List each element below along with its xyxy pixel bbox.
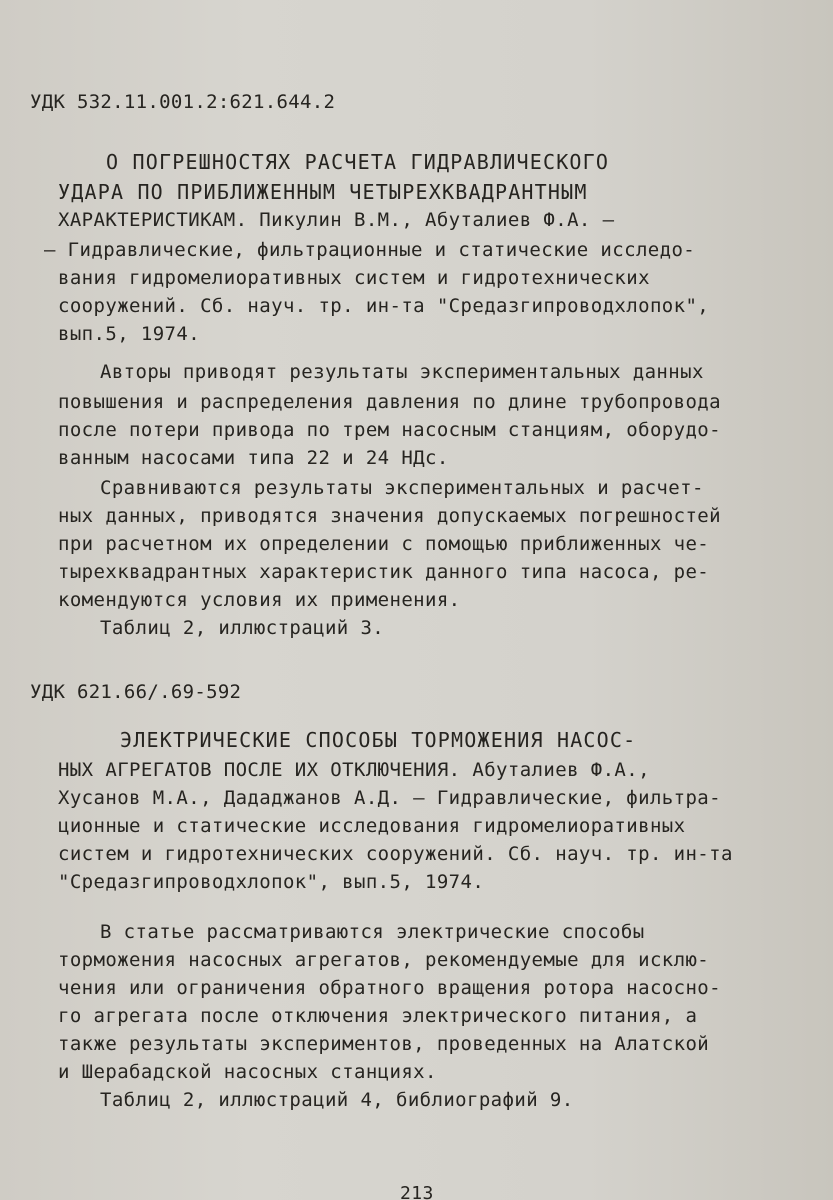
- entry1-abstract-line-6: ных данных, приводятся значения допускаемых погрешностей: [58, 505, 721, 527]
- entry2-abstract-line-2: торможения насосных агрегатов, рекомендуемые для исклю-: [58, 949, 710, 971]
- entry1-heading-line-1: О ПОГРЕШНОСТЯХ РАСЧЕТА ГИДРАВЛИЧЕСКОГО: [106, 150, 610, 174]
- entry1-heading-line-6: сооружений. Сб. науч. тр. ин-та "Средазгипроводхлопок",: [58, 295, 710, 317]
- entry2-heading-line-2: НЫХ АГРЕГАТОВ ПОСЛЕ ИХ ОТКЛЮЧЕНИЯ. Абуталиев Ф.А.,: [58, 759, 650, 781]
- entry1-abstract-line-8: тырехквадрантных характеристик данного типа насоса, ре-: [58, 561, 710, 583]
- entry2-abstract-line-6: и Шерабадской насосных станциях.: [58, 1061, 437, 1083]
- entry1-heading-line-3: ХАРАКТЕРИСТИКАМ. Пикулин В.М., Абуталиев Ф.А. –: [58, 209, 615, 231]
- entry1-abstract-line-10: Таблиц 2, иллюстраций 3.: [100, 617, 385, 639]
- entry1-heading-line-2: УДАРА ПО ПРИБЛИЖЕННЫМ ЧЕТЫРЕХКВАДРАНТНЫМ: [58, 180, 588, 204]
- entry2-abstract-line-1: В статье рассматриваются электрические способы: [100, 921, 645, 943]
- entry2-abstract-line-3: чения или ограничения обратного вращения ротора насосно-: [58, 977, 721, 999]
- entry1-abstract-line-1: Авторы приводят результаты экспериментальных данных: [100, 361, 704, 383]
- entry1-abstract-line-9: комендуются условия их применения.: [58, 589, 461, 611]
- entry1-heading-line-5: вания гидромелиоративных систем и гидротехнических: [58, 267, 650, 289]
- entry2-heading-line-1: ЭЛЕКТРИЧЕСКИЕ СПОСОБЫ ТОРМОЖЕНИЯ НАСОС-: [120, 728, 637, 752]
- entry2-heading-line-5: систем и гидротехнических сооружений. Сб. науч. тр. ин-та: [58, 843, 733, 865]
- entry1-abstract-line-3: после потери привода по трем насосным станциям, оборудо-: [58, 419, 721, 441]
- entry2-heading-line-4: ционные и статические исследования гидромелиоративных: [58, 815, 686, 837]
- entry1-abstract-line-5: Сравниваются результаты экспериментальных и расчет-: [100, 477, 704, 499]
- udk-code-1: УДК 532.11.001.2:621.644.2: [30, 91, 336, 113]
- entry2-heading-line-3: Хусанов М.А., Дададжанов А.Д. – Гидравлические, фильтра-: [58, 787, 721, 809]
- entry2-abstract-line-5: также результаты экспериментов, проведенных на Алатской: [58, 1033, 710, 1055]
- udk-code-2: УДК 621.66/.69-592: [30, 681, 242, 703]
- entry2-abstract-line-4: го агрегата после отключения электрического питания, а: [58, 1005, 698, 1027]
- entry2-heading-line-6: "Средазгипроводхлопок", вып.5, 1974.: [58, 871, 485, 893]
- entry1-heading-line-4: – Гидравлические, фильтрационные и статические исследо-: [44, 239, 696, 261]
- entry1-abstract-line-7: при расчетном их определении с помощью приближенных че-: [58, 533, 710, 555]
- entry2-abstract-line-7: Таблиц 2, иллюстраций 4, библиографий 9.: [100, 1089, 574, 1111]
- entry1-heading-line-7: вып.5, 1974.: [58, 323, 201, 345]
- entry1-abstract-line-2: повышения и распределения давления по длине трубопровода: [58, 391, 721, 413]
- page-number: 213: [400, 1183, 434, 1200]
- entry1-abstract-line-4: ванным насосами типа 22 и 24 НДс.: [58, 447, 449, 469]
